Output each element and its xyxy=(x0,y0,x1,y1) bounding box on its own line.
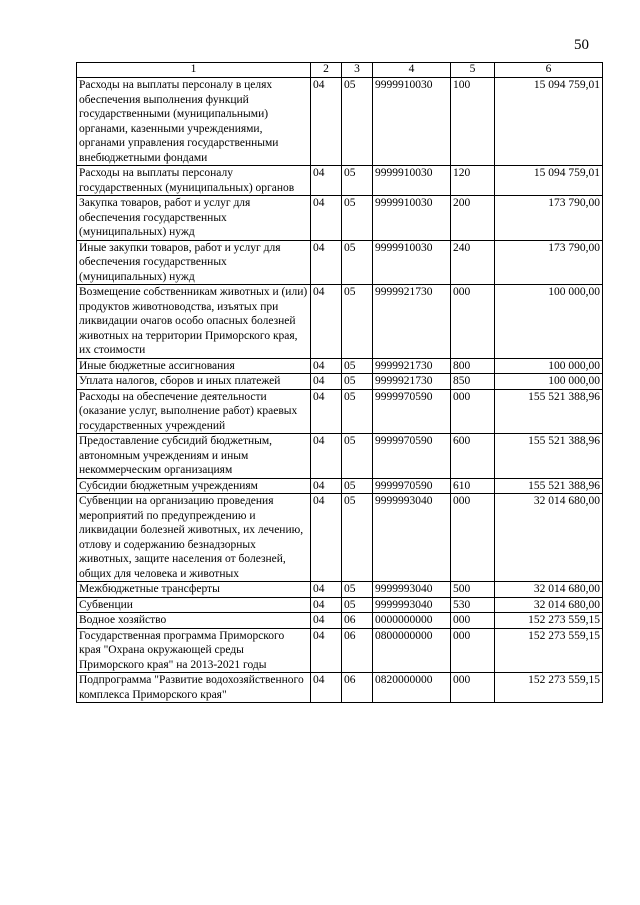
row-amount: 155 521 388,96 xyxy=(495,389,603,434)
row-target-code: 9999910030 xyxy=(373,240,451,285)
row-name: Межбюджетные трансферты xyxy=(77,582,311,598)
column-header-6: 6 xyxy=(495,63,603,78)
row-expense-type-code: 240 xyxy=(451,240,495,285)
row-target-code: 0800000000 xyxy=(373,628,451,673)
table-row xyxy=(77,494,603,582)
row-amount: 155 521 388,96 xyxy=(495,434,603,479)
row-amount: 100 000,00 xyxy=(495,358,603,374)
row-amount: 152 273 559,15 xyxy=(495,613,603,629)
column-header-1: 1 xyxy=(77,63,311,78)
row-target-code: 0000000000 xyxy=(373,613,451,629)
row-section-code: 04 xyxy=(311,78,342,166)
row-section-code: 04 xyxy=(311,166,342,196)
row-target-code: 9999993040 xyxy=(373,582,451,598)
row-name: Расходы на выплаты персоналу в целях обеспечения выполнения функций государственными (муниципальными) органами, казенными учреждениями, органами управления государственными внебюджетными фондами xyxy=(77,78,311,166)
row-amount: 32 014 680,00 xyxy=(495,597,603,613)
header-row xyxy=(77,63,603,78)
row-amount: 15 094 759,01 xyxy=(495,78,603,166)
row-section-code: 04 xyxy=(311,358,342,374)
row-expense-type-code: 000 xyxy=(451,494,495,582)
row-amount: 152 273 559,15 xyxy=(495,628,603,673)
column-header-4: 4 xyxy=(373,63,451,78)
row-name: Субвенции на организацию проведения мероприятий по предупреждению и ликвидации болезней животных, их лечению, отлову и содержанию безнадзорных животных, защите населения от болезней, общих для человека и животных xyxy=(77,494,311,582)
row-amount: 152 273 559,15 xyxy=(495,673,603,703)
row-target-code: 9999921730 xyxy=(373,358,451,374)
row-expense-type-code: 530 xyxy=(451,597,495,613)
row-subsection-code: 05 xyxy=(342,240,373,285)
row-target-code: 9999910030 xyxy=(373,166,451,196)
row-name: Расходы на обеспечение деятельности (оказание услуг, выполнение работ) краевых государственных учреждений xyxy=(77,389,311,434)
row-name: Государственная программа Приморского края "Охрана окружающей среды Приморского края" на 2013-2021 годы xyxy=(77,628,311,673)
table-row xyxy=(77,582,603,598)
row-expense-type-code: 500 xyxy=(451,582,495,598)
row-expense-type-code: 000 xyxy=(451,389,495,434)
row-expense-type-code: 200 xyxy=(451,196,495,241)
page-number: 50 xyxy=(574,37,589,53)
row-name: Иные закупки товаров, работ и услуг для обеспечения государственных (муниципальных) нужд xyxy=(77,240,311,285)
table-row xyxy=(77,78,603,166)
row-amount: 32 014 680,00 xyxy=(495,494,603,582)
row-expense-type-code: 610 xyxy=(451,478,495,494)
row-expense-type-code: 100 xyxy=(451,78,495,166)
row-subsection-code: 05 xyxy=(342,582,373,598)
table-row xyxy=(77,597,603,613)
row-section-code: 04 xyxy=(311,240,342,285)
row-expense-type-code: 000 xyxy=(451,613,495,629)
table-row xyxy=(77,285,603,359)
row-name: Иные бюджетные ассигнования xyxy=(77,358,311,374)
row-subsection-code: 05 xyxy=(342,597,373,613)
table-row xyxy=(77,434,603,479)
row-amount: 100 000,00 xyxy=(495,374,603,390)
row-amount: 155 521 388,96 xyxy=(495,478,603,494)
row-name: Возмещение собственникам животных и (или) продуктов животноводства, изъятых при ликвидации очагов особо опасных болезней животных на территории Приморского края, их стоимости xyxy=(77,285,311,359)
row-target-code: 9999970590 xyxy=(373,478,451,494)
row-section-code: 04 xyxy=(311,478,342,494)
row-subsection-code: 06 xyxy=(342,628,373,673)
table-row xyxy=(77,166,603,196)
row-target-code: 9999921730 xyxy=(373,374,451,390)
table-row xyxy=(77,240,603,285)
table-row xyxy=(77,358,603,374)
row-section-code: 04 xyxy=(311,628,342,673)
row-subsection-code: 05 xyxy=(342,166,373,196)
row-target-code: 9999993040 xyxy=(373,494,451,582)
row-target-code: 9999970590 xyxy=(373,434,451,479)
row-name: Подпрограмма "Развитие водохозяйственного комплекса Приморского края" xyxy=(77,673,311,703)
row-subsection-code: 05 xyxy=(342,196,373,241)
row-target-code: 9999910030 xyxy=(373,196,451,241)
row-section-code: 04 xyxy=(311,582,342,598)
row-name: Расходы на выплаты персоналу государственных (муниципальных) органов xyxy=(77,166,311,196)
row-name: Субвенции xyxy=(77,597,311,613)
table-row xyxy=(77,389,603,434)
row-section-code: 04 xyxy=(311,389,342,434)
table-row xyxy=(77,196,603,241)
row-name: Закупка товаров, работ и услуг для обеспечения государственных (муниципальных) нужд xyxy=(77,196,311,241)
row-subsection-code: 05 xyxy=(342,494,373,582)
row-expense-type-code: 000 xyxy=(451,673,495,703)
row-section-code: 04 xyxy=(311,597,342,613)
row-section-code: 04 xyxy=(311,374,342,390)
row-subsection-code: 05 xyxy=(342,78,373,166)
row-section-code: 04 xyxy=(311,673,342,703)
row-amount: 173 790,00 xyxy=(495,196,603,241)
budget-table xyxy=(76,62,603,703)
table-row xyxy=(77,613,603,629)
row-section-code: 04 xyxy=(311,434,342,479)
table-row xyxy=(77,478,603,494)
table-row xyxy=(77,628,603,673)
row-expense-type-code: 000 xyxy=(451,628,495,673)
row-amount: 32 014 680,00 xyxy=(495,582,603,598)
row-subsection-code: 05 xyxy=(342,389,373,434)
row-subsection-code: 05 xyxy=(342,434,373,479)
row-name: Субсидии бюджетным учреждениям xyxy=(77,478,311,494)
row-target-code: 9999910030 xyxy=(373,78,451,166)
row-target-code: 9999970590 xyxy=(373,389,451,434)
row-section-code: 04 xyxy=(311,494,342,582)
row-expense-type-code: 800 xyxy=(451,358,495,374)
row-name: Предоставление субсидий бюджетным, автономным учреждениям и иным некоммерческим организациям xyxy=(77,434,311,479)
row-subsection-code: 06 xyxy=(342,673,373,703)
table-row xyxy=(77,374,603,390)
row-target-code: 9999921730 xyxy=(373,285,451,359)
row-target-code: 0820000000 xyxy=(373,673,451,703)
row-name: Водное хозяйство xyxy=(77,613,311,629)
row-expense-type-code: 120 xyxy=(451,166,495,196)
column-header-5: 5 xyxy=(451,63,495,78)
row-target-code: 9999993040 xyxy=(373,597,451,613)
table-row xyxy=(77,673,603,703)
column-header-3: 3 xyxy=(342,63,373,78)
row-expense-type-code: 000 xyxy=(451,285,495,359)
row-section-code: 04 xyxy=(311,613,342,629)
row-amount: 100 000,00 xyxy=(495,285,603,359)
column-header-2: 2 xyxy=(311,63,342,78)
row-subsection-code: 06 xyxy=(342,613,373,629)
row-section-code: 04 xyxy=(311,196,342,241)
row-subsection-code: 05 xyxy=(342,478,373,494)
row-amount: 15 094 759,01 xyxy=(495,166,603,196)
row-name: Уплата налогов, сборов и иных платежей xyxy=(77,374,311,390)
row-subsection-code: 05 xyxy=(342,374,373,390)
row-amount: 173 790,00 xyxy=(495,240,603,285)
row-subsection-code: 05 xyxy=(342,358,373,374)
row-expense-type-code: 600 xyxy=(451,434,495,479)
row-section-code: 04 xyxy=(311,285,342,359)
row-subsection-code: 05 xyxy=(342,285,373,359)
row-expense-type-code: 850 xyxy=(451,374,495,390)
